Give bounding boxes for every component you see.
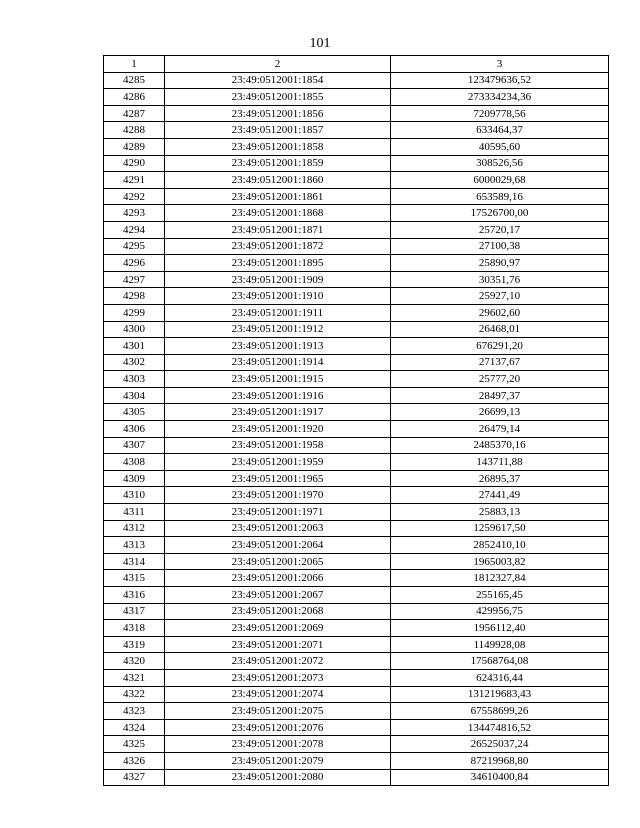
- cadastral-number-cell: 23:49:0512001:1914: [165, 354, 391, 371]
- table-row: [104, 454, 609, 471]
- table-row: [104, 221, 609, 238]
- table-row: [104, 736, 609, 753]
- value-cell: 26479,14: [391, 421, 609, 438]
- cadastral-number-cell: 23:49:0512001:1920: [165, 421, 391, 438]
- table-row: [104, 105, 609, 122]
- cadastral-number-cell: 23:49:0512001:2078: [165, 736, 391, 753]
- cadastral-number-cell: 23:49:0512001:1917: [165, 404, 391, 421]
- value-cell: 28497,37: [391, 387, 609, 404]
- table-row: [104, 72, 609, 89]
- header-cell-2: 2: [165, 56, 391, 73]
- value-cell: 633464,37: [391, 122, 609, 139]
- cadastral-number-cell: 23:49:0512001:1861: [165, 188, 391, 205]
- value-cell: 143711,88: [391, 454, 609, 471]
- cadastral-number-cell: 23:49:0512001:2066: [165, 570, 391, 587]
- value-cell: 17526700,00: [391, 205, 609, 222]
- row-number-cell: 4287: [104, 105, 165, 122]
- cadastral-number-cell: 23:49:0512001:1916: [165, 387, 391, 404]
- row-number-cell: 4300: [104, 321, 165, 338]
- value-cell: 17568764,08: [391, 653, 609, 670]
- page-number: 101: [309, 36, 331, 51]
- table-row: [104, 520, 609, 537]
- value-cell: 26525037,24: [391, 736, 609, 753]
- table-row: [104, 669, 609, 686]
- cadastral-number-cell: 23:49:0512001:1857: [165, 122, 391, 139]
- cadastral-number-cell: 23:49:0512001:2074: [165, 686, 391, 703]
- table-row: [104, 719, 609, 736]
- table-row: [104, 636, 609, 653]
- value-cell: 26468,01: [391, 321, 609, 338]
- row-number-cell: 4320: [104, 653, 165, 670]
- row-number-cell: 4323: [104, 703, 165, 720]
- table-row: [104, 155, 609, 172]
- cadastral-number-cell: 23:49:0512001:1856: [165, 105, 391, 122]
- row-number-cell: 4298: [104, 288, 165, 305]
- table-row: [104, 288, 609, 305]
- cadastral-number-cell: 23:49:0512001:2076: [165, 719, 391, 736]
- value-cell: 255165,45: [391, 587, 609, 604]
- table-row: [104, 553, 609, 570]
- cadastral-number-cell: 23:49:0512001:1860: [165, 172, 391, 189]
- row-number-cell: 4295: [104, 238, 165, 255]
- row-number-cell: 4296: [104, 255, 165, 272]
- cadastral-number-cell: 23:49:0512001:2069: [165, 620, 391, 637]
- value-cell: 7209778,56: [391, 105, 609, 122]
- cadastral-number-cell: 23:49:0512001:2072: [165, 653, 391, 670]
- cadastral-number-cell: 23:49:0512001:2067: [165, 587, 391, 604]
- row-number-cell: 4286: [104, 89, 165, 106]
- row-number-cell: 4292: [104, 188, 165, 205]
- row-number-cell: 4291: [104, 172, 165, 189]
- row-number-cell: 4303: [104, 371, 165, 388]
- value-cell: 25890,97: [391, 255, 609, 272]
- value-cell: 624316,44: [391, 669, 609, 686]
- table-row: [104, 205, 609, 222]
- cadastral-number-cell: 23:49:0512001:1909: [165, 271, 391, 288]
- row-number-cell: 4317: [104, 603, 165, 620]
- value-cell: 26699,13: [391, 404, 609, 421]
- table-row: [104, 487, 609, 504]
- table-row: [104, 504, 609, 521]
- cadastral-number-cell: 23:49:0512001:1895: [165, 255, 391, 272]
- cadastral-number-cell: 23:49:0512001:2065: [165, 553, 391, 570]
- value-cell: 27100,38: [391, 238, 609, 255]
- value-cell: 25927,10: [391, 288, 609, 305]
- cadastral-number-cell: 23:49:0512001:2064: [165, 537, 391, 554]
- table-row: [104, 769, 609, 786]
- cadastral-number-cell: 23:49:0512001:1965: [165, 470, 391, 487]
- row-number-cell: 4311: [104, 504, 165, 521]
- table-row: [104, 620, 609, 637]
- row-number-cell: 4306: [104, 421, 165, 438]
- table-row: [104, 354, 609, 371]
- row-number-cell: 4313: [104, 537, 165, 554]
- value-cell: 30351,76: [391, 271, 609, 288]
- value-cell: 131219683,43: [391, 686, 609, 703]
- row-number-cell: 4297: [104, 271, 165, 288]
- table-row: [104, 470, 609, 487]
- table-row: [104, 271, 609, 288]
- value-cell: 1259617,50: [391, 520, 609, 537]
- table-row: [104, 188, 609, 205]
- row-number-cell: 4326: [104, 752, 165, 769]
- table-row: [104, 172, 609, 189]
- row-number-cell: 4324: [104, 719, 165, 736]
- row-number-cell: 4308: [104, 454, 165, 471]
- row-number-cell: 4288: [104, 122, 165, 139]
- cadastral-number-cell: 23:49:0512001:1871: [165, 221, 391, 238]
- value-cell: 2485370,16: [391, 437, 609, 454]
- row-number-cell: 4314: [104, 553, 165, 570]
- value-cell: 26895,37: [391, 470, 609, 487]
- cadastral-number-cell: 23:49:0512001:1872: [165, 238, 391, 255]
- row-number-cell: 4318: [104, 620, 165, 637]
- value-cell: 676291,20: [391, 338, 609, 355]
- table-row: [104, 138, 609, 155]
- table-row: [104, 304, 609, 321]
- table-row: [104, 752, 609, 769]
- row-number-cell: 4310: [104, 487, 165, 504]
- cadastral-number-cell: 23:49:0512001:1858: [165, 138, 391, 155]
- value-cell: 27137,67: [391, 354, 609, 371]
- table-row: [104, 686, 609, 703]
- cadastral-number-cell: 23:49:0512001:1855: [165, 89, 391, 106]
- row-number-cell: 4325: [104, 736, 165, 753]
- value-cell: 134474816,52: [391, 719, 609, 736]
- cadastral-number-cell: 23:49:0512001:1910: [165, 288, 391, 305]
- table-row: [104, 587, 609, 604]
- cadastral-number-cell: 23:49:0512001:1911: [165, 304, 391, 321]
- row-number-cell: 4327: [104, 769, 165, 786]
- row-number-cell: 4294: [104, 221, 165, 238]
- value-cell: 40595,60: [391, 138, 609, 155]
- value-cell: 429956,75: [391, 603, 609, 620]
- table-row: [104, 255, 609, 272]
- registry-table: [103, 55, 609, 786]
- value-cell: 653589,16: [391, 188, 609, 205]
- row-number-cell: 4307: [104, 437, 165, 454]
- row-number-cell: 4322: [104, 686, 165, 703]
- row-number-cell: 4290: [104, 155, 165, 172]
- table-row: [104, 653, 609, 670]
- table-row: [104, 238, 609, 255]
- value-cell: 87219968,80: [391, 752, 609, 769]
- cadastral-number-cell: 23:49:0512001:1959: [165, 454, 391, 471]
- row-number-cell: 4293: [104, 205, 165, 222]
- row-number-cell: 4304: [104, 387, 165, 404]
- cadastral-number-cell: 23:49:0512001:1854: [165, 72, 391, 89]
- value-cell: 25720,17: [391, 221, 609, 238]
- row-number-cell: 4321: [104, 669, 165, 686]
- value-cell: 34610400,84: [391, 769, 609, 786]
- cadastral-number-cell: 23:49:0512001:2079: [165, 752, 391, 769]
- row-number-cell: 4315: [104, 570, 165, 587]
- row-number-cell: 4301: [104, 338, 165, 355]
- header-cell-1: 1: [104, 56, 165, 73]
- cadastral-number-cell: 23:49:0512001:2071: [165, 636, 391, 653]
- table-row: [104, 89, 609, 106]
- cadastral-number-cell: 23:49:0512001:2063: [165, 520, 391, 537]
- cadastral-number-cell: 23:49:0512001:2068: [165, 603, 391, 620]
- cadastral-number-cell: 23:49:0512001:1958: [165, 437, 391, 454]
- table-body: [104, 72, 609, 786]
- cadastral-number-cell: 23:49:0512001:2075: [165, 703, 391, 720]
- value-cell: 27441,49: [391, 487, 609, 504]
- table-row: [104, 404, 609, 421]
- value-cell: 1812327,84: [391, 570, 609, 587]
- table-row: [104, 437, 609, 454]
- value-cell: 273334234,36: [391, 89, 609, 106]
- value-cell: 6000029,68: [391, 172, 609, 189]
- cadastral-number-cell: 23:49:0512001:1868: [165, 205, 391, 222]
- row-number-cell: 4285: [104, 72, 165, 89]
- row-number-cell: 4305: [104, 404, 165, 421]
- value-cell: 1965003,82: [391, 553, 609, 570]
- value-cell: 25883,13: [391, 504, 609, 521]
- value-cell: 67558699,26: [391, 703, 609, 720]
- cadastral-number-cell: 23:49:0512001:1912: [165, 321, 391, 338]
- table-row: [104, 703, 609, 720]
- cadastral-number-cell: 23:49:0512001:1971: [165, 504, 391, 521]
- table-row: [104, 122, 609, 139]
- value-cell: 1956112,40: [391, 620, 609, 637]
- value-cell: 308526,56: [391, 155, 609, 172]
- header-cell-3: 3: [391, 56, 609, 73]
- value-cell: 29602,60: [391, 304, 609, 321]
- table-row: [104, 421, 609, 438]
- table-row: [104, 537, 609, 554]
- row-number-cell: 4299: [104, 304, 165, 321]
- row-number-cell: 4309: [104, 470, 165, 487]
- cadastral-number-cell: 23:49:0512001:1913: [165, 338, 391, 355]
- table-header-row: [104, 56, 609, 73]
- cadastral-number-cell: 23:49:0512001:2073: [165, 669, 391, 686]
- row-number-cell: 4289: [104, 138, 165, 155]
- cadastral-number-cell: 23:49:0512001:1915: [165, 371, 391, 388]
- table-row: [104, 321, 609, 338]
- table-row: [104, 570, 609, 587]
- cadastral-number-cell: 23:49:0512001:1859: [165, 155, 391, 172]
- table-row: [104, 338, 609, 355]
- row-number-cell: 4316: [104, 587, 165, 604]
- table-row: [104, 387, 609, 404]
- value-cell: 1149928,08: [391, 636, 609, 653]
- table-row: [104, 371, 609, 388]
- cadastral-number-cell: 23:49:0512001:2080: [165, 769, 391, 786]
- value-cell: 2852410,10: [391, 537, 609, 554]
- row-number-cell: 4302: [104, 354, 165, 371]
- cadastral-number-cell: 23:49:0512001:1970: [165, 487, 391, 504]
- value-cell: 25777,20: [391, 371, 609, 388]
- row-number-cell: 4319: [104, 636, 165, 653]
- row-number-cell: 4312: [104, 520, 165, 537]
- table-row: [104, 603, 609, 620]
- value-cell: 123479636,52: [391, 72, 609, 89]
